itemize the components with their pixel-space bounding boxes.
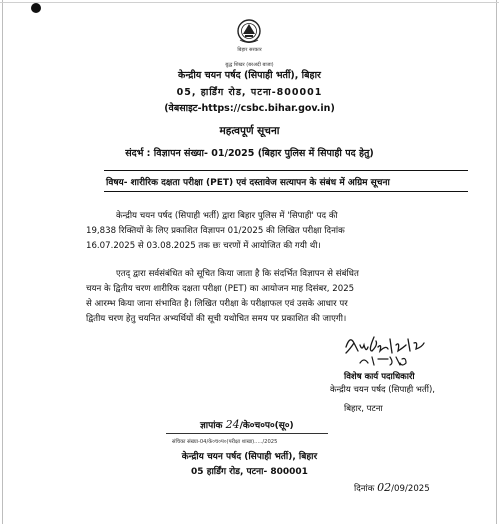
signatory-title: विशेष कार्य पदाधिकारी — [344, 372, 415, 382]
org-address: 05, हार्डिंग रोड, पटना-800001 — [176, 87, 323, 98]
memo-sub-line: संचिका संख्या-04/के०च०प०(परीक्षा शाखा)...../2025 — [172, 439, 278, 445]
memo-underline — [166, 433, 328, 434]
org-name: केन्द्रीय चयन पर्षद (सिपाही भर्ती), बिहार — [178, 70, 321, 81]
signatory-org: केन्द्रीय चयन पर्षद (सिपाही भर्ती), — [330, 385, 435, 395]
corner-punch-mark — [31, 3, 41, 13]
subject-rule-bottom — [104, 191, 468, 192]
subject-rule-top — [104, 170, 468, 171]
signature-text: Roy Saiths — [344, 318, 428, 337]
para1-line1: केन्द्रीय चयन पर्षद (सिपाही भर्ती) द्वारा बिहार पुलिस में 'सिपाही' पद की — [116, 211, 338, 221]
signatory-place: बिहार, पटना — [344, 404, 383, 414]
footer-address: 05 हार्डिंग रोड, पटना- 800001 — [191, 467, 308, 477]
footer-date-label: दिनांक — [354, 484, 375, 494]
para2-line4: द्वितीय चरण हेतु चयनित अभ्यर्थियों की सूची यथोचित समय पर प्रकाशित की जाएगी। — [86, 314, 347, 324]
notice-title: महत्वपूर्ण सूचना — [219, 125, 280, 137]
memo-label: ज्ञापांक — [200, 421, 223, 431]
para1-line2: 19,838 रिक्तियों के लिए प्रकाशित विज्ञापन 01/2025 की लिखित परीक्षा दिनांक — [86, 226, 345, 236]
para2-line3: से आरम्भ किया जाना संभावित है। लिखित परीक्षा के परीक्षाफल एवं उसके आधार पर — [86, 299, 348, 309]
footer-org-name: केन्द्रीय चयन पर्षद (सिपाही भर्ती), बिहार — [181, 452, 318, 462]
handwritten-signature — [344, 318, 434, 369]
bihar-emblem-icon — [234, 18, 264, 46]
memo-number: 24 — [225, 418, 240, 431]
website: (वेबसाइट-https://csbc.bihar.gov.in) — [164, 103, 335, 114]
memo-line — [200, 418, 294, 431]
footer-date-rest: /09/2025 — [391, 484, 430, 494]
memo-suffix: /के०च०प०(सू०) — [239, 421, 294, 431]
para1-line3: 16.07.2025 से 03.08.2025 तक छः चरणों में आयोजित की गयी थी। — [86, 241, 321, 251]
govt-caption: बिहार सरकार — [237, 47, 262, 53]
para2-line2: चयन के द्वितीय चरण शारीरिक दक्षता परीक्षा (PET) का आयोजन माह दिसंबर, 2025 — [86, 284, 355, 294]
footer-date — [354, 482, 430, 494]
footer-date-day: 02 — [377, 481, 392, 494]
motto: बुद्ध शिखर (बरअदी बाजा) — [225, 62, 274, 68]
subject-line: विषय- शारीरिक दक्षता परीक्षा (PET) एवं दस्तावेज सत्यापन के संबंध में अग्रिम सूचना — [106, 178, 390, 188]
reference-line: संदर्भ : विज्ञापन संख्या- 01/2025 (बिहार पुलिस में सिपाही पद हेतु) — [125, 148, 374, 159]
page-border-top — [0, 2, 499, 3]
para2-line1: एतद् द्वारा सर्वसंबंधित को सूचित किया जाता है कि संदर्भित विज्ञापन से संबंधित — [116, 269, 359, 279]
